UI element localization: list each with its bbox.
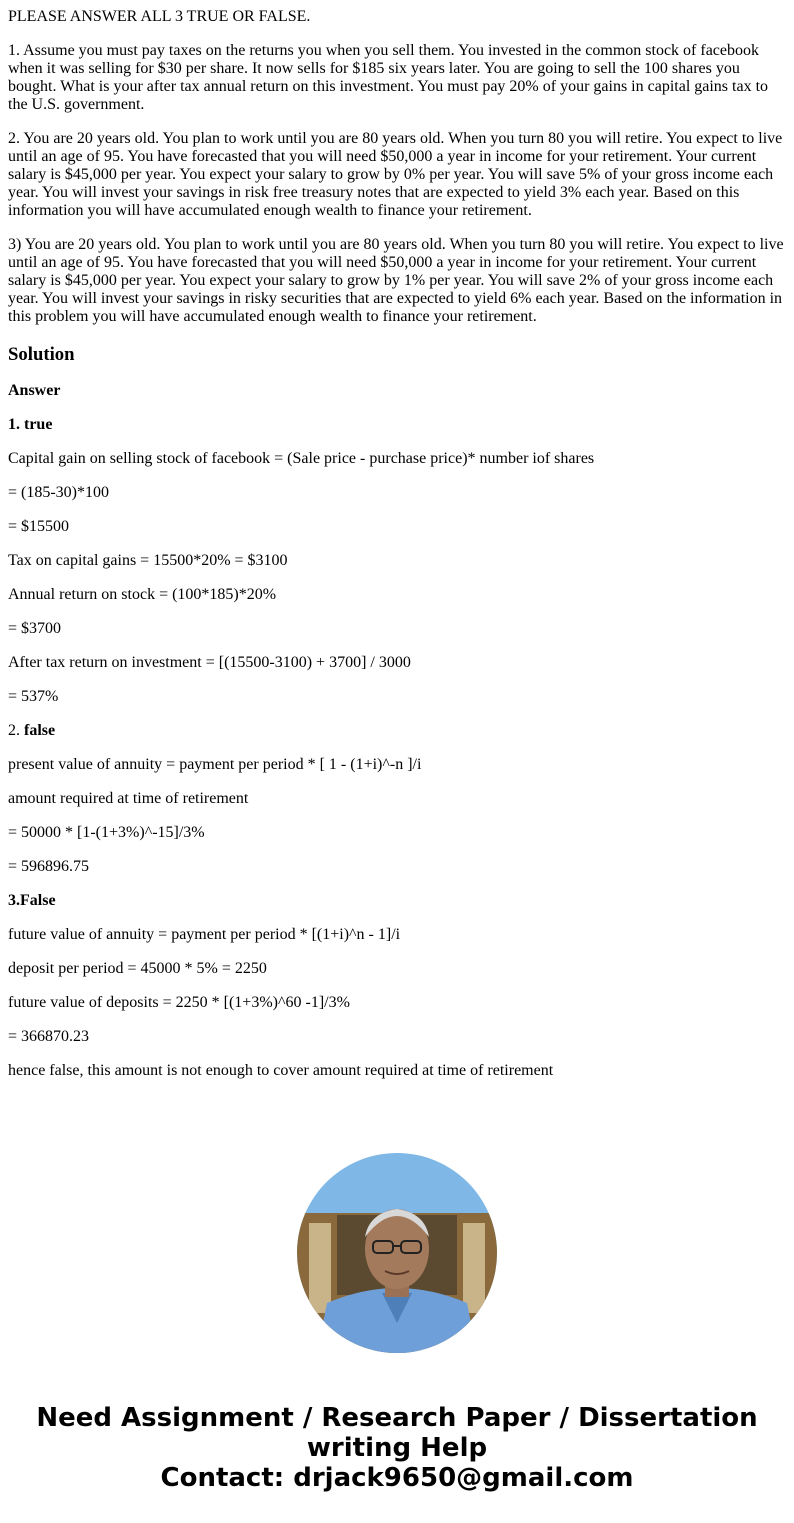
question-item-1: 1. Assume you must pay taxes on the returns you when you sell them. You invested in the common stock of facebook when it was selling for $30 per share. It now sells for $185 six years later. You are going to sell the 100 shares you bought. What is your after tax annual return on this investment. You must pay 20% of your gains in capital gains tax to the U.S. government. xyxy=(8,42,769,113)
part1-line: After tax return on investment = [(15500-3100) + 3700] / 3000 xyxy=(8,654,411,671)
part3-line: future value of deposits = 2250 * [(1+3%)^60 -1]/3% xyxy=(8,994,350,1011)
answer-label: Answer xyxy=(8,382,61,399)
part2-line: = 50000 * [1-(1+3%)^-15]/3% xyxy=(8,824,205,841)
promo-banner xyxy=(0,1403,794,1493)
part2-line: amount required at time of retirement xyxy=(8,790,249,807)
part1-line: = $3700 xyxy=(8,620,62,637)
part1-line: = $15500 xyxy=(8,518,70,535)
part1-line: = 537% xyxy=(8,688,59,705)
part1-line: Annual return on stock = (100*185)*20% xyxy=(8,586,277,603)
author-avatar xyxy=(297,1153,497,1353)
question-intro: PLEASE ANSWER ALL 3 TRUE OR FALSE. xyxy=(8,8,311,25)
author-photo-icon xyxy=(297,1153,497,1353)
part2-prefix: 2. xyxy=(8,722,24,739)
part1-heading: 1. true xyxy=(8,416,53,433)
solution-heading: Solution xyxy=(8,344,75,365)
part1-line: = (185-30)*100 xyxy=(8,484,110,501)
part2-line: = 596896.75 xyxy=(8,858,90,875)
promo-line-2: writing Help xyxy=(306,1433,488,1463)
part2-verdict: false xyxy=(24,722,56,739)
promo-contact: Contact: drjack9650@gmail.com xyxy=(160,1463,634,1493)
part3-line: future value of annuity = payment per period * [(1+i)^n - 1]/i xyxy=(8,926,401,943)
part1-line: Tax on capital gains = 15500*20% = $3100 xyxy=(8,552,288,569)
part2-heading xyxy=(8,722,786,740)
question-item-2: 2. You are 20 years old. You plan to work until you are 80 years old. When you turn 80 you will retire. You expect to live until an age of 95. You have forecasted that you will need $50,000 a year in income for your retirement. Your current salary is $45,000 per year. You expect your salary to grow by 0% per year. You will save 5% of your gross income each year. You will invest your savings in risk free treasury notes that are expected to yield 3% each year. Based on this information you will have accumulated enough wealth to finance your retirement. xyxy=(8,130,783,219)
promo-line-1: Need Assignment / Research Paper / Dissertation xyxy=(36,1403,758,1433)
part3-line: hence false, this amount is not enough to cover amount required at time of retirement xyxy=(8,1062,554,1079)
question-item-3: 3) You are 20 years old. You plan to work until you are 80 years old. When you turn 80 you will retire. You expect to live until an age of 95. You have forecasted that you will need $50,000 a year in income for your retirement. Your current salary is $45,000 per year. You expect your salary to grow by 1% per year. You will save 2% of your gross income each year. You will invest your savings in risky securities that are expected to yield 6% each year. Based on the information in this problem you will have accumulated enough wealth to finance your retirement. xyxy=(8,236,784,325)
part3-heading: 3.False xyxy=(8,892,56,909)
part2-line: present value of annuity = payment per period * [ 1 - (1+i)^-n ]/i xyxy=(8,756,422,773)
part3-line: deposit per period = 45000 * 5% = 2250 xyxy=(8,960,267,977)
part3-line: = 366870.23 xyxy=(8,1028,90,1045)
part1-line: Capital gain on selling stock of facebook = (Sale price - purchase price)* number iof shares xyxy=(8,450,595,467)
